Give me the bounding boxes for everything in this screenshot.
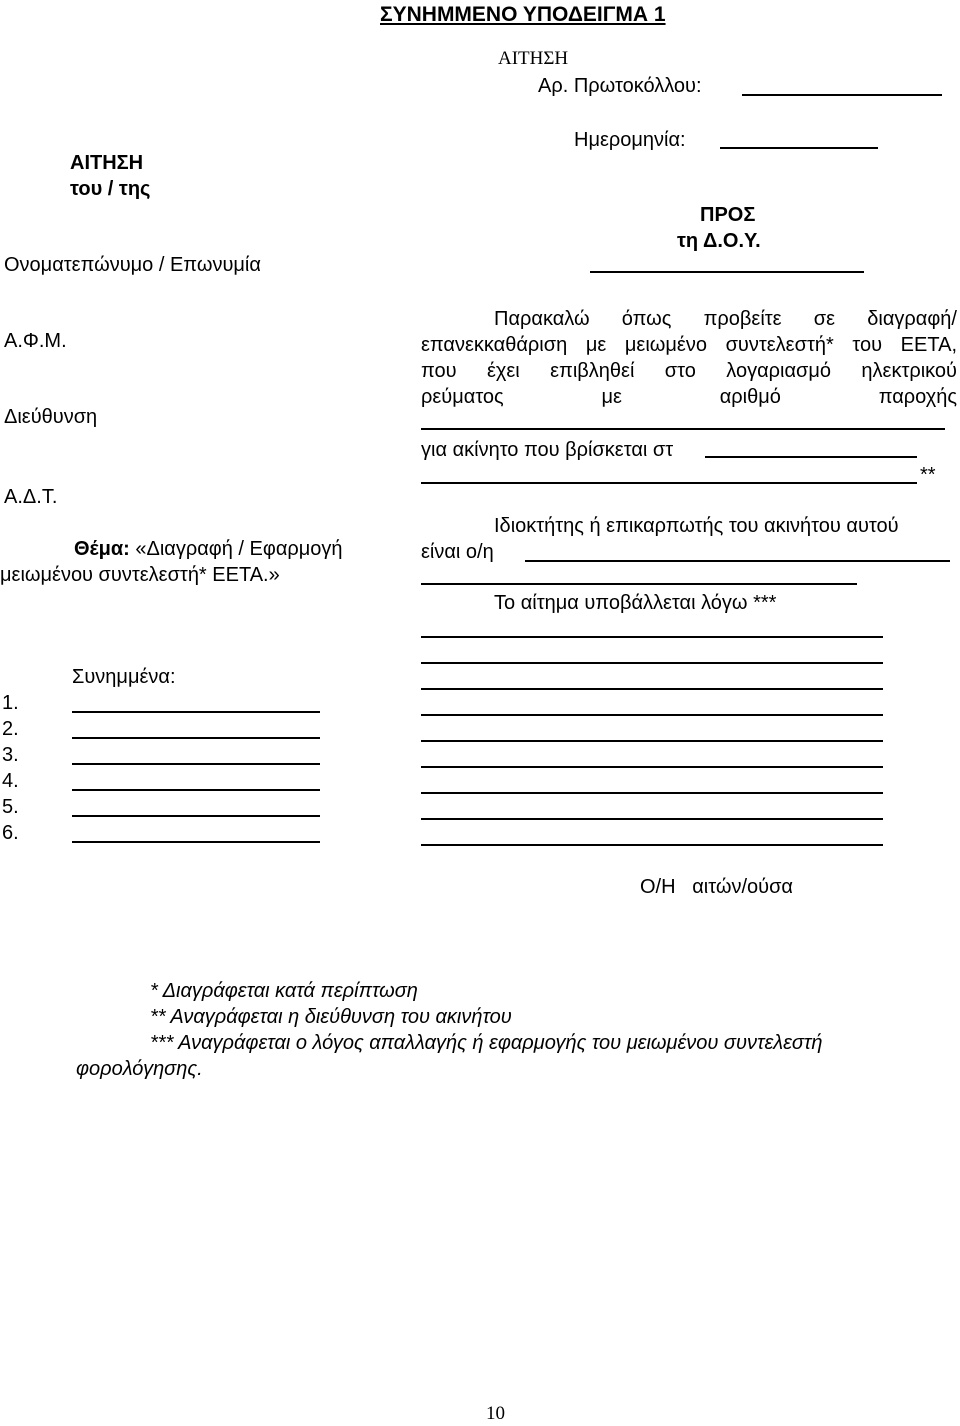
property-text: για ακίνητο που βρίσκεται στ: [421, 439, 674, 461]
owner-text-line2: είναι ο/η: [421, 541, 494, 563]
footnote-1: * Διαγράφεται κατά περίπτωση: [150, 980, 418, 1002]
attachment-field-6[interactable]: [72, 841, 320, 843]
subject-label: Θέμα:: [74, 538, 130, 560]
double-star-marker: **: [920, 464, 936, 486]
subject-line2: μειωμένου συντελεστή* ΕΕΤΑ.»: [0, 564, 280, 586]
reason-line-6[interactable]: [421, 766, 883, 768]
recipient-office: τη Δ.Ο.Υ.: [677, 230, 761, 252]
request-paragraph-line3: που έχει επιβληθεί στο λογαριασμό ηλεκτρικού: [421, 360, 957, 382]
applicant-heading-sub: του / της: [70, 178, 151, 200]
reason-text: Το αίτημα υποβάλλεται λόγω ***: [494, 592, 777, 614]
supply-number-field[interactable]: [421, 428, 945, 430]
document-title: ΣΥΝΗΜΜΕΝΟ ΥΠΟΔΕΙΓΜΑ 1: [380, 3, 666, 26]
applicant-heading: ΑΙΤΗΣΗ: [70, 152, 144, 174]
attachment-number: 2.: [2, 718, 19, 740]
address-label: Διεύθυνση: [4, 406, 98, 428]
subject-line1: [74, 537, 343, 561]
reason-line-7[interactable]: [421, 792, 883, 794]
attachment-number: 5.: [2, 796, 19, 818]
footnote-3-continued: φορολόγησης.: [76, 1058, 203, 1080]
attachment-number: 3.: [2, 744, 19, 766]
attachments-label: Συνημμένα:: [72, 666, 176, 688]
signature-label: Ο/Η αιτών/ούσα: [640, 876, 793, 898]
subject-text: «Διαγραφή / Εφαρμογή: [135, 538, 343, 560]
attachment-field-3[interactable]: [72, 763, 320, 765]
reason-line-8[interactable]: [421, 818, 883, 820]
request-paragraph-line1: Παρακαλώ όπως προβείτε σε διαγραφή/: [494, 308, 957, 330]
attachment-field-1[interactable]: [72, 711, 320, 713]
date-label: Ημερομηνία:: [574, 129, 686, 151]
attachment-field-5[interactable]: [72, 815, 320, 817]
reason-line-9[interactable]: [421, 844, 883, 846]
afm-label: Α.Φ.Μ.: [4, 330, 67, 352]
reason-line-5[interactable]: [421, 740, 883, 742]
reason-line-4[interactable]: [421, 714, 883, 716]
date-field[interactable]: [720, 147, 878, 149]
footnote-2: ** Αναγράφεται η διεύθυνση του ακινήτου: [150, 1006, 512, 1028]
recipient-to-label: ΠΡΟΣ: [700, 204, 756, 226]
request-paragraph-line2: επανεκκαθάριση με μειωμένο συντελεστή* του ΕΕΤΑ,: [421, 334, 957, 356]
name-label: Ονοματεπώνυμο / Επωνυμία: [4, 254, 261, 276]
property-address-field[interactable]: [421, 482, 917, 484]
page-number: 10: [486, 1403, 505, 1424]
reason-line-1[interactable]: [421, 636, 883, 638]
owner-text-line1: Ιδιοκτήτης ή επικαρπωτής του ακινήτου αυτού: [494, 515, 899, 537]
protocol-number-field[interactable]: [742, 94, 942, 96]
owner-name-field-2[interactable]: [421, 583, 857, 585]
footnote-3: *** Αναγράφεται ο λόγος απαλλαγής ή εφαρμογής του μειωμένου συντελεστή: [150, 1032, 823, 1054]
reason-line-3[interactable]: [421, 688, 883, 690]
property-location-field[interactable]: [705, 456, 917, 458]
reason-line-2[interactable]: [421, 662, 883, 664]
attachment-field-4[interactable]: [72, 789, 320, 791]
form-label: ΑΙΤΗΣΗ: [498, 48, 569, 69]
protocol-number-label: Αρ. Πρωτοκόλλου:: [538, 75, 702, 97]
attachment-number: 6.: [2, 822, 19, 844]
request-paragraph-line4: ρεύματος με αριθμό παροχής: [421, 386, 957, 408]
attachment-field-2[interactable]: [72, 737, 320, 739]
owner-name-field[interactable]: [525, 560, 950, 562]
attachment-number: 1.: [2, 692, 19, 714]
postcode-label: Α.Δ.Τ.: [4, 486, 58, 508]
recipient-office-field[interactable]: [590, 271, 864, 273]
attachment-number: 4.: [2, 770, 19, 792]
